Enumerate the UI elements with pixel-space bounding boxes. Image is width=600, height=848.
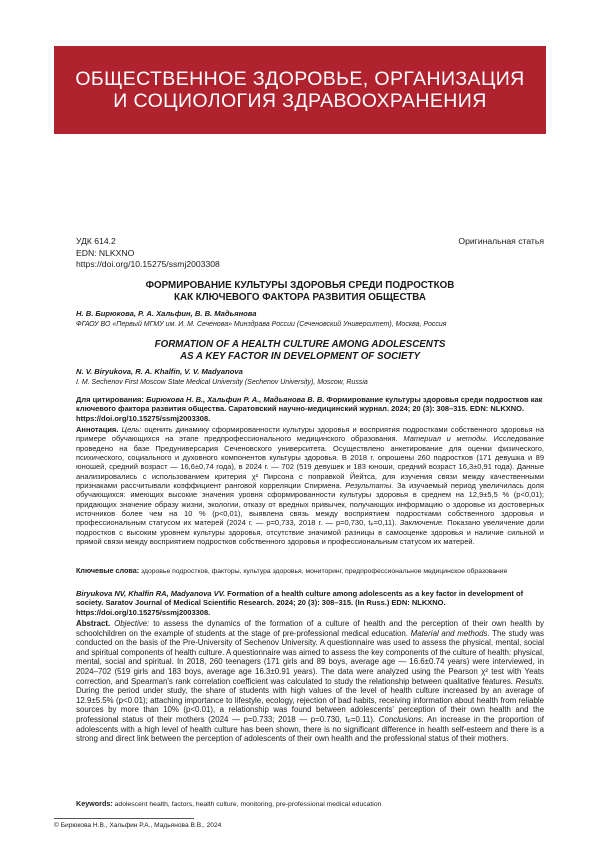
abstract-ru-conclusion-label: Заключение.	[399, 518, 445, 528]
abstract-en-results: During the period under study, the share of students with high values of the level of health culture increased by an average of 12.9±5.5% (p<0.01); attaching importance to lifestyle, ecology, rejection of bad habits, receiving information about health from reliable sources by more than 10% (p<0.01), a relationship was found between adolescents' perception of their own health and the professional status of their mothers (2024 — p=0.733; 2018 — p=0.730, tₚ=0.11).	[76, 686, 544, 724]
abstract-ru	[76, 425, 544, 546]
keywords-ru-label: Ключевые слова:	[76, 566, 140, 575]
title-ru	[60, 280, 540, 304]
banner-line-2: И СОЦИОЛОГИЯ ЗДРАВООХРАНЕНИЯ	[113, 90, 487, 112]
abstract-en-results-label: Results.	[515, 676, 544, 686]
citation-en	[76, 589, 544, 617]
doi-link[interactable]: https://doi.org/10.15275/ssmj2003308	[76, 259, 220, 269]
copyright: © Бирюкова Н.В., Хальфин Р.А., Мадьянова В.В., 2024	[54, 822, 222, 829]
keywords-en-label: Keywords:	[76, 799, 113, 808]
abstract-en-conclusion-label: Conclusions.	[378, 714, 424, 724]
article-type: Оригинальная статья	[458, 236, 544, 246]
abstract-ru-results-label: Результаты.	[345, 481, 394, 491]
title-en	[60, 339, 540, 363]
journal-section-banner	[54, 46, 546, 134]
abstract-en-methods-label: Material and methods.	[410, 628, 490, 638]
title-en-line-2: AS A KEY FACTOR IN DEVELOPMENT OF SOCIETY	[179, 351, 421, 362]
citation-en-authors: Biryukova NV, Khalfin RA, Madyanova VV.	[76, 589, 226, 598]
keywords-ru	[76, 566, 544, 576]
abstract-ru-methods: Исследование проведено на базе Предуниверсария Сеченовского университета. Осуществлено анкетирование для оценки физического, психического, социального и духовного компонентов культуры здоровья. В 2018 г. опрошены 260 подростков (171 девушка и 89 юношей, средний возраст — 16,6±0,74 года), в 2024 г. — 702 (519 девушек и 183 юноши, средний возраст 16,3±0,91 года). Данные анализировались с использованием критерия χ² Пирсона с поправкой Йейтса, для изучения связи между качественными признаками рассчитывали коэффициент ранговой корреляции Спирмена.	[76, 434, 544, 491]
citation-en-text: Formation of a health culture among adolescents as a key factor in development of society. Saratov Journal of Medical Scientific Research. 2024; 20 (3): 308–315. (In Russ.) EDN: NLKXNO. https://doi.org/10.15275/ssmj2003308.	[76, 589, 524, 617]
abstract-ru-methods-label: Материал и методы.	[403, 434, 488, 444]
edn: EDN: NLKXNO	[76, 247, 135, 258]
footnote-divider	[54, 818, 194, 819]
abstract-ru-objective: оценить динамику сформированности культуры здоровья и восприятия подростками собственного здоровья на примере обучающихся на этапе предпрофессионального медицинского образования.	[76, 425, 544, 444]
abstract-en-label: Abstract.	[76, 619, 111, 628]
authors-en: N. V. Biryukova, R. A. Khalfin, V. V. Madyanova	[76, 367, 243, 376]
title-ru-line-1: ФОРМИРОВАНИЕ КУЛЬТУРЫ ЗДОРОВЬЯ СРЕДИ ПОДРОСТКОВ	[145, 280, 455, 291]
keywords-ru-text: здоровье подростков, факторы, культура здоровья, мониторинг, предпрофессиональное медицинское образование	[141, 568, 508, 575]
citation-ru-authors: Бирюкова Н. В., Хальфин Р. А., Мадьянова В. В.	[146, 395, 325, 404]
title-en-line-1: FORMATION OF A HEALTH CULTURE AMONG ADOLESCENTS	[154, 339, 446, 350]
abstract-ru-results: За изучаемый период увеличилась доля обучающихся: имеющих высокие значения уровня сформированности культуры здоровья в среднем на 12,9±5,5 % (p<0,01); придающих значение образу жизни, экологии, отказу от вредных привычек, получающих информацию о здоровье из достоверных источников более чем на 10 % (p<0,01), выявлена связь между восприятием подростками собственного здоровья и профессиональным статусом их матерей (2024 г. — p=0,733, 2018 г. — p=0,730, tₚ=0,11).	[76, 481, 544, 528]
article-meta	[76, 236, 220, 271]
citation-ru-text: Формирование культуры здоровья среди подростков как ключевого фактора развития общества. Саратовский научно-медицинский журнал. 2024; 20 (3): 308–315. EDN: NLKXNO. https://doi.org/10.15275/ssmj2003308.	[76, 395, 543, 423]
abstract-en-objective-label: Objective:	[114, 619, 150, 628]
abstract-en-objective: to assess the dynamics of the formation of a culture of health and the perception of their own health by schoolchildren on the example of students at the stage of pre-professional medical education.	[76, 619, 544, 638]
keywords-en	[76, 799, 544, 809]
keywords-en-text: adolescent health, factors, health culture, monitoring, pre-professional medical education	[114, 801, 382, 808]
journal-section-title	[75, 68, 524, 112]
title-ru-line-2: КАК КЛЮЧЕВОГО ФАКТОРА РАЗВИТИЯ ОБЩЕСТВА	[174, 292, 426, 303]
abstract-ru-objective-label: Цель:	[121, 425, 142, 434]
abstract-en	[76, 619, 544, 744]
abstract-en-methods: The study was conducted on the basis of the Pre-University of Sechenov University. A questionnaire was used to assess the physical, mental, social and spiritual components of health culture. A questionnaire was aimed to assess the key components of the culture of health: physical, mental, social and spiritual. In 2018, 260 teenagers (171 girls and 89 boys, average age — 16.6±0.74 years) were interviewed, in 2024–702 (519 girls and 183 boys, average age 16.3±0.91 years). The data were analyzed using the Pearson χ² test with Yeats correction, and Spearman's rank correlation coefficient was calculated to study the relationship between qualitative features.	[76, 628, 545, 686]
citation-ru	[76, 395, 544, 423]
abstract-ru-conclusion: Показано увеличение доли подростков с высоким уровнем культуры здоровья, отсутствие значимой разницы в самооценке здоровья и наличие сильной и прямой связи между восприятием подростков собственного здоровья и профессиональным статусом их матерей.	[76, 518, 545, 547]
udk: УДК 614.2	[76, 236, 116, 246]
banner-line-1: ОБЩЕСТВЕННОЕ ЗДОРОВЬЕ, ОРГАНИЗАЦИЯ	[75, 68, 525, 90]
affiliation-en: I. M. Sechenov First Moscow State Medical University (Sechenov University), Moscow, Russia	[76, 379, 368, 386]
citation-ru-label: Для цитирования:	[76, 395, 144, 404]
affiliation-ru: ФГАОУ ВО «Первый МГМУ им. И. М. Сеченова» Минздрава России (Сеченовский Университет), Москва, Россия	[76, 321, 447, 328]
abstract-en-conclusion: An increase in the proportion of adolescents with a high level of health culture has been shown, there is no significant difference in health self-esteem and there is a strong and direct link between the perception of adolescents of their own health and the professional status of their mothers.	[76, 714, 544, 744]
abstract-ru-label: Аннотация.	[76, 425, 119, 434]
authors-ru: Н. В. Бирюкова, Р. А. Хальфин, В. В. Мадьянова	[76, 309, 257, 318]
